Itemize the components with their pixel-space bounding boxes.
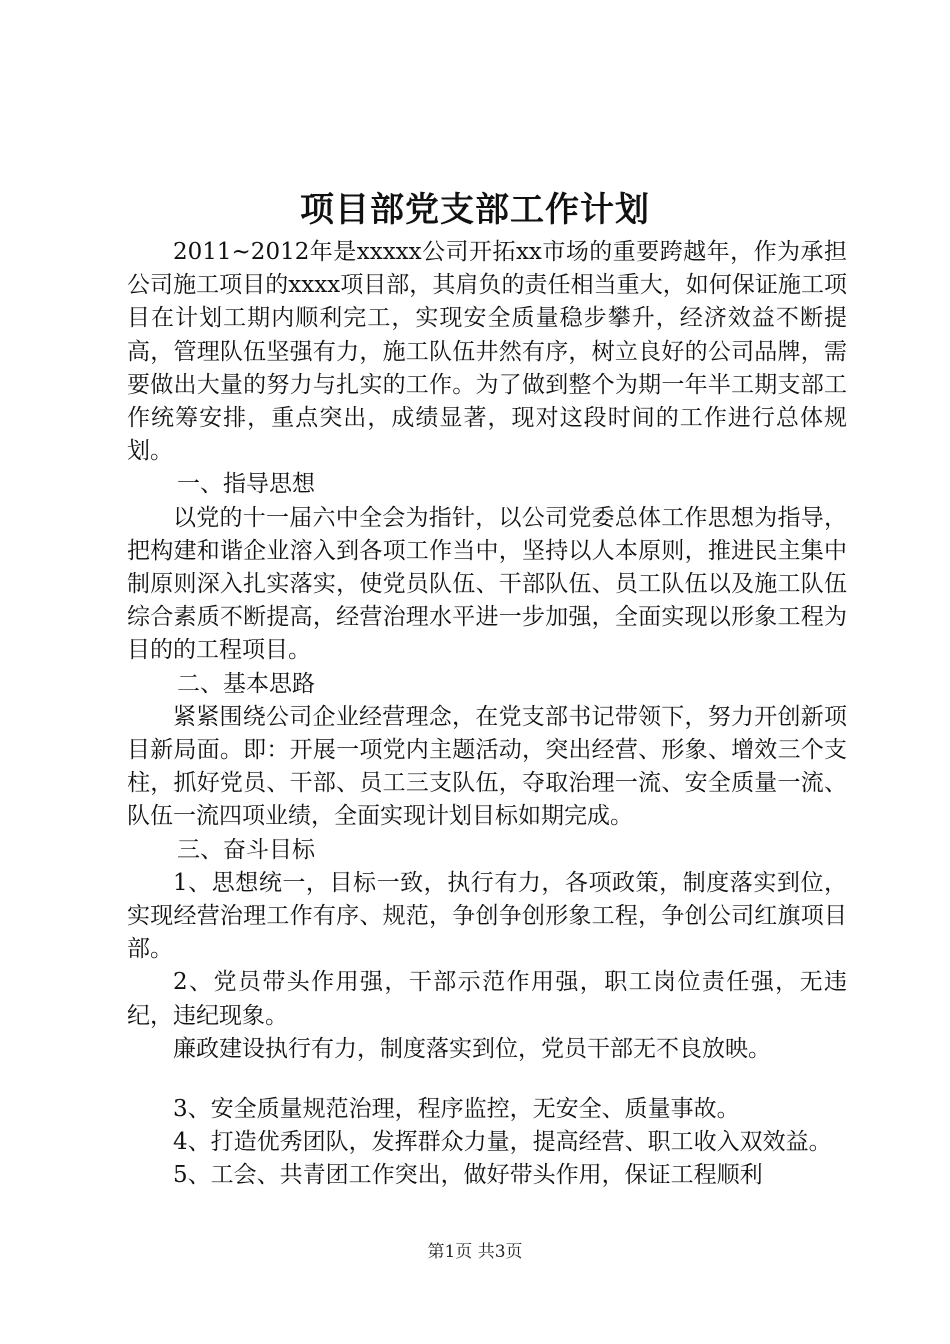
integrity-paragraph: 廉政建设执行有力，制度落实到位，党员干部无不良放映。 [173,1035,771,1062]
page-number-footer: 第1页 共3页 [427,1242,523,1262]
guiding-thought-paragraph: 以党的十一届六中全会为指针，以公司党委总体工作思想为指导，把构建和谐企业溶入到各项工作当中，坚持以人本原则，推进民主集中制原则深入扎实落实，使党员队伍、干部队伍、员工队伍以及施工队伍综合素质不断提高，经营治理水平进一步加强，全面实现以形象工程为目的的工程项目。 [127,504,847,664]
goal-item-2: 2、党员带头作用强，干部示范作用强，职工岗位责任强，无违纪，违纪现象。 [127,969,847,1029]
goal-item-1: 1、思想统一，目标一致，执行有力，各项政策，制度落实到位，实现经营治理工作有序、规范，争创争创形象工程，争创公司红旗项目部。 [127,869,847,963]
paragraph-gap [127,1066,847,1093]
intro-paragraph: 2011~2012年是xxxxx公司开拓xx市场的重要跨越年，作为承担公司施工项目的xxxx项目部，其肩负的责任相当重大，如何保证施工项目在计划工期内顺利完工，实现安全质量稳步攀升，经济效益不断提高，管理队伍坚强有力，施工队伍井然有序，树立良好的公司品牌，需要做出大量的努力与扎实的工作。为了做到整个为期一年半工期支部工作统筹安排，重点突出，成绩显著，现对这段时间的工作进行总体规划。 [127,239,847,465]
goal-item-4: 4、打造优秀团队，发挥群众力量，提高经营、职工收入双效益。 [173,1129,832,1156]
goal-item-5: 5、工会、共青团工作突出，做好带头作用，保证工程顺利 [173,1162,763,1189]
document-body [127,236,847,1193]
section-heading-guiding-thought: 一、指导思想 [177,471,315,498]
section-heading-basic-approach: 二、基本思路 [177,670,315,697]
basic-approach-paragraph: 紧紧围绕公司企业经营理念，在党支部书记带领下，努力开创新项目新局面。即：开展一项党内主题活动，突出经营、形象、增效三个支柱，抓好党员、干部、员工三支队伍，夺取治理一流、安全质量一流、队伍一流四项业绩，全面实现计划目标如期完成。 [127,703,847,830]
section-heading-goals: 三、奋斗目标 [177,836,315,863]
goal-item-3: 3、安全质量规范治理，程序监控，无安全、质量事故。 [173,1096,740,1123]
document-title: 项目部党支部工作计划 [300,190,650,230]
